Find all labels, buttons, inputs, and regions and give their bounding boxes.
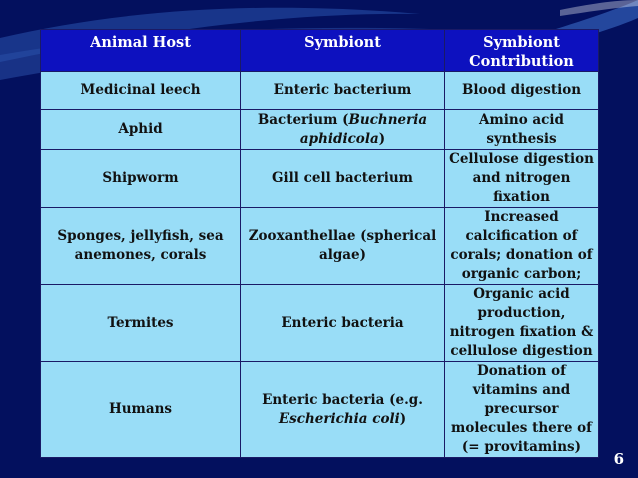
- table-row: [41, 72, 599, 110]
- symbiont-text: Enteric bacteria (e.g.: [262, 391, 423, 408]
- host-cell: Termites: [41, 285, 241, 362]
- symbiont-cell: Zooxanthellae (spherical algae): [241, 208, 445, 285]
- host-cell: Medicinal leech: [41, 72, 241, 110]
- host-cell: Shipworm: [41, 150, 241, 208]
- table-row: [41, 362, 599, 458]
- symbiont-cell: Enteric bacteria: [241, 285, 445, 362]
- page-number: 6: [613, 450, 624, 468]
- contribution-cell: Organic acid production, nitrogen fixation & cellulose digestion: [445, 285, 599, 362]
- symbiont-species-italic: Escherichia coli: [278, 410, 400, 427]
- header-symbiont-contribution: Symbiont Contribution: [445, 30, 599, 72]
- symbiont-cell: Gill cell bacterium: [241, 150, 445, 208]
- symbiont-text-end: ): [378, 130, 386, 147]
- symbiont-cell: Enteric bacterium: [241, 72, 445, 110]
- symbiont-cell: [241, 110, 445, 150]
- header-symbiont: Symbiont: [241, 30, 445, 72]
- symbiosis-table: [40, 29, 599, 458]
- symbiont-species-italic: Buchneria aphidicola: [299, 111, 428, 147]
- contribution-cell: Cellulose digestion and nitrogen fixation: [445, 150, 599, 208]
- header-animal-host: Animal Host: [41, 30, 241, 72]
- table-row: [41, 110, 599, 150]
- table-row: [41, 285, 599, 362]
- symbiont-cell: [241, 362, 445, 458]
- table-header-row: [41, 30, 599, 72]
- contribution-cell: Amino acid synthesis: [445, 110, 599, 150]
- host-cell: Sponges, jellyfish, sea anemones, corals: [41, 208, 241, 285]
- table-row: [41, 150, 599, 208]
- contribution-cell: Blood digestion: [445, 72, 599, 110]
- host-cell: Aphid: [41, 110, 241, 150]
- host-cell: Humans: [41, 362, 241, 458]
- contribution-cell: Donation of vitamins and precursor molecules there of (= provitamins): [445, 362, 599, 458]
- symbiont-text: Bacterium (: [257, 111, 349, 128]
- table-row: [41, 208, 599, 285]
- contribution-cell: Increased calcification of corals; donation of organic carbon;: [445, 208, 599, 285]
- symbiont-text-end: ): [399, 410, 407, 427]
